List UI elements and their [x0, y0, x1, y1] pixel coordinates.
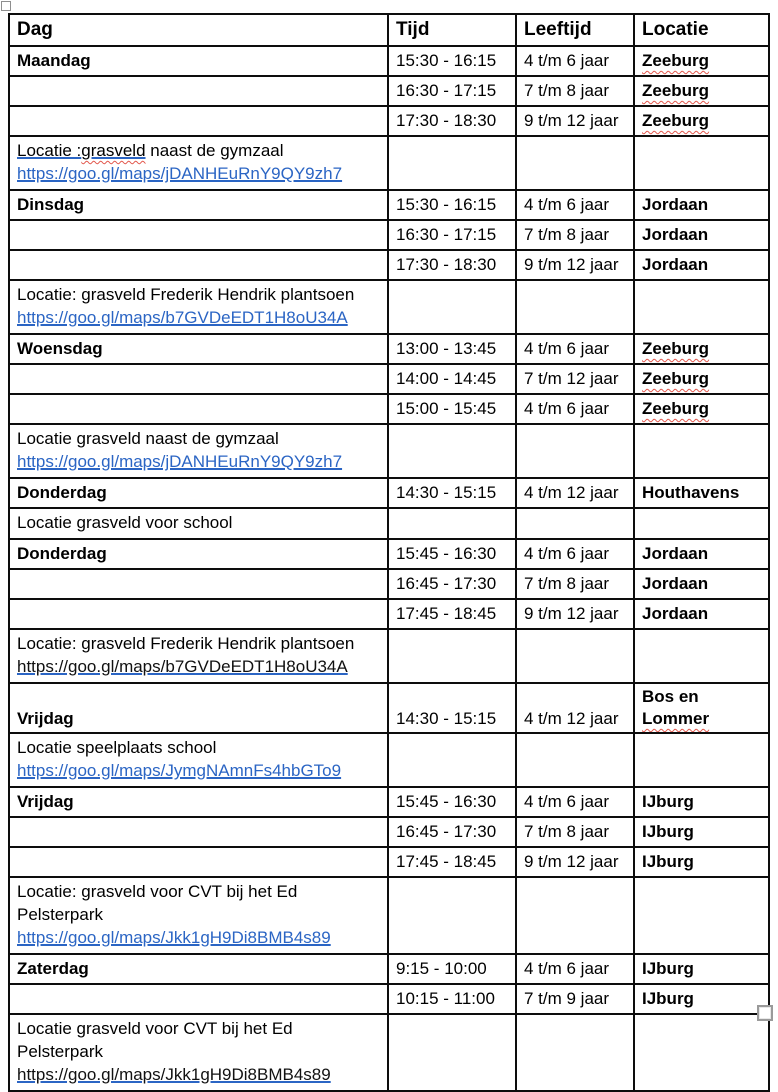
- session-row: [9, 984, 769, 1014]
- session-row: [9, 478, 769, 508]
- location-cell: [634, 478, 769, 508]
- day-cell: [9, 847, 388, 877]
- location-note-text: [17, 736, 380, 759]
- empty-cell: [516, 877, 634, 954]
- session-row: [9, 250, 769, 280]
- location-cell: [634, 220, 769, 250]
- empty-cell: [516, 508, 634, 539]
- day-cell: Maandag: [9, 46, 388, 76]
- session-row: [9, 334, 769, 364]
- location-note-cell: [9, 1014, 388, 1091]
- location-note-text: [17, 511, 380, 534]
- map-link[interactable]: https://goo.gl/maps/b7GVDeEDT1H8oU34A: [17, 308, 348, 327]
- location-note-row: [9, 629, 769, 683]
- session-row: [9, 46, 769, 76]
- day-cell: [9, 984, 388, 1014]
- empty-cell: [634, 877, 769, 954]
- day-cell: Donderdag: [9, 478, 388, 508]
- header-row: [9, 14, 769, 46]
- location-cell: [634, 817, 769, 847]
- map-link[interactable]: https://goo.gl/maps/jDANHEuRnY9QY9zh7: [17, 452, 343, 471]
- time-cell: 14:30 - 15:15: [388, 683, 516, 733]
- empty-cell: [634, 424, 769, 478]
- time-cell: 9:15 - 10:00: [388, 954, 516, 984]
- age-cell: 4 t/m 12 jaar: [516, 683, 634, 733]
- table-resize-handle[interactable]: [757, 1005, 773, 1021]
- header-dag: Dag: [9, 14, 388, 46]
- time-cell: 16:30 - 17:15: [388, 220, 516, 250]
- location-note-cell: [9, 508, 388, 539]
- location-cell: [634, 847, 769, 877]
- day-cell: Dinsdag: [9, 190, 388, 220]
- time-cell: 15:00 - 15:45: [388, 394, 516, 424]
- map-link[interactable]: https://goo.gl/maps/jDANHEuRnY9QY9zh7: [17, 164, 343, 183]
- location-cell: [634, 190, 769, 220]
- text-run: IJburg: [642, 989, 694, 1008]
- table-anchor-handle[interactable]: [1, 1, 11, 11]
- session-row: [9, 220, 769, 250]
- location-note-cell: [9, 136, 388, 190]
- location-note-row: [9, 424, 769, 478]
- misspelled-word: Zeeburg: [642, 369, 710, 388]
- location-note-cell: [9, 280, 388, 334]
- empty-cell: [388, 877, 516, 954]
- location-cell: [634, 599, 769, 629]
- time-cell: 10:15 - 11:00: [388, 984, 516, 1014]
- text-run: IJburg: [642, 792, 694, 811]
- location-note-row: [9, 136, 769, 190]
- location-cell: [634, 334, 769, 364]
- time-cell: 16:45 - 17:30: [388, 817, 516, 847]
- empty-cell: [388, 733, 516, 787]
- day-cell: Zaterdag: [9, 954, 388, 984]
- empty-cell: [516, 629, 634, 683]
- day-cell: [9, 817, 388, 847]
- misspelled-word: Zeeburg: [642, 51, 710, 70]
- text-run: Locatie grasveld voor CVT bij het Ed Pelsterpark: [17, 1019, 293, 1061]
- time-cell: 17:30 - 18:30: [388, 250, 516, 280]
- location-note-text: [17, 139, 380, 162]
- location-note-cell: [9, 877, 388, 954]
- empty-cell: [388, 629, 516, 683]
- text-run: Jordaan: [642, 544, 709, 563]
- session-row: [9, 539, 769, 569]
- empty-cell: [634, 629, 769, 683]
- location-note-row: [9, 1014, 769, 1091]
- misspelled-word: grasveld: [81, 141, 146, 160]
- session-row: [9, 683, 769, 733]
- empty-cell: [516, 280, 634, 334]
- empty-cell: [516, 424, 634, 478]
- location-note-cell: [9, 733, 388, 787]
- time-cell: 15:45 - 16:30: [388, 787, 516, 817]
- empty-cell: [516, 1014, 634, 1091]
- age-cell: 7 t/m 8 jaar: [516, 569, 634, 599]
- header-locatie: Locatie: [634, 14, 769, 46]
- misspelled-word: Zeeburg: [642, 399, 710, 418]
- time-cell: 17:45 - 18:45: [388, 847, 516, 877]
- location-cell: [634, 539, 769, 569]
- age-cell: 9 t/m 12 jaar: [516, 599, 634, 629]
- time-cell: 16:30 - 17:15: [388, 76, 516, 106]
- age-cell: 4 t/m 6 jaar: [516, 787, 634, 817]
- empty-cell: [634, 136, 769, 190]
- empty-cell: [634, 280, 769, 334]
- location-cell: [634, 250, 769, 280]
- text-run: Jordaan: [642, 195, 709, 214]
- misspelled-word: Zeeburg: [642, 339, 710, 358]
- time-cell: 14:00 - 14:45: [388, 364, 516, 394]
- age-cell: 7 t/m 12 jaar: [516, 364, 634, 394]
- map-link[interactable]: https://goo.gl/maps/Jkk1gH9Di8BMB4s89: [17, 928, 331, 947]
- map-link[interactable]: https://goo.gl/maps/Jkk1gH9Di8BMB4s89: [17, 1065, 331, 1084]
- age-cell: 4 t/m 6 jaar: [516, 334, 634, 364]
- day-cell: [9, 220, 388, 250]
- text-run: Locatie: grasveld Frederik Hendrik plantsoen: [17, 634, 355, 653]
- misspelled-word: Lommer: [642, 709, 710, 728]
- text-run: Locatie: grasveld voor CVT bij het Ed Pelsterpark: [17, 882, 298, 924]
- text-run: Jordaan: [642, 225, 709, 244]
- text-run: naast de gymzaal: [145, 141, 284, 160]
- location-note-text: [17, 632, 380, 655]
- location-cell: [634, 954, 769, 984]
- text-run: Locatie grasveld naast de gymzaal: [17, 429, 279, 448]
- time-cell: 14:30 - 15:15: [388, 478, 516, 508]
- time-cell: 17:30 - 18:30: [388, 106, 516, 136]
- day-cell: Vrijdag: [9, 683, 388, 733]
- text-run: Bos en: [642, 687, 699, 706]
- empty-cell: [388, 424, 516, 478]
- age-cell: 9 t/m 12 jaar: [516, 847, 634, 877]
- age-cell: 9 t/m 12 jaar: [516, 106, 634, 136]
- location-note-text: [17, 427, 380, 450]
- text-run: IJburg: [642, 852, 694, 871]
- day-cell: [9, 394, 388, 424]
- text-run: Locatie speelplaats school: [17, 738, 217, 757]
- empty-cell: [388, 136, 516, 190]
- age-cell: 7 t/m 9 jaar: [516, 984, 634, 1014]
- location-cell: [634, 984, 769, 1014]
- location-cell: [634, 569, 769, 599]
- day-cell: [9, 569, 388, 599]
- day-cell: [9, 250, 388, 280]
- session-row: [9, 787, 769, 817]
- map-link[interactable]: https://goo.gl/maps/b7GVDeEDT1H8oU34A: [17, 657, 348, 676]
- day-cell: Woensdag: [9, 334, 388, 364]
- location-cell: [634, 76, 769, 106]
- text-run: Jordaan: [642, 604, 709, 623]
- empty-cell: [634, 508, 769, 539]
- header-tijd: Tijd: [388, 14, 516, 46]
- session-row: [9, 190, 769, 220]
- age-cell: 9 t/m 12 jaar: [516, 250, 634, 280]
- day-cell: Donderdag: [9, 539, 388, 569]
- empty-cell: [634, 733, 769, 787]
- location-note-row: [9, 733, 769, 787]
- location-note-row: [9, 508, 769, 539]
- text-run: Locatie :: [17, 141, 82, 160]
- day-cell: Vrijdag: [9, 787, 388, 817]
- location-cell: [634, 394, 769, 424]
- session-row: [9, 817, 769, 847]
- day-cell: [9, 106, 388, 136]
- location-cell: [634, 46, 769, 76]
- location-note-row: [9, 280, 769, 334]
- session-row: [9, 954, 769, 984]
- age-cell: 4 t/m 6 jaar: [516, 190, 634, 220]
- time-cell: 15:45 - 16:30: [388, 539, 516, 569]
- location-cell: [634, 364, 769, 394]
- day-cell: [9, 599, 388, 629]
- age-cell: 4 t/m 12 jaar: [516, 478, 634, 508]
- schedule-table: [8, 13, 770, 1092]
- location-cell: [634, 106, 769, 136]
- location-cell: [634, 787, 769, 817]
- age-cell: 4 t/m 6 jaar: [516, 539, 634, 569]
- location-note-cell: [9, 424, 388, 478]
- location-note-row: [9, 877, 769, 954]
- text-run: Jordaan: [642, 574, 709, 593]
- time-cell: 17:45 - 18:45: [388, 599, 516, 629]
- text-run: IJburg: [642, 822, 694, 841]
- age-cell: 7 t/m 8 jaar: [516, 817, 634, 847]
- empty-cell: [388, 1014, 516, 1091]
- day-cell: [9, 364, 388, 394]
- time-cell: 15:30 - 16:15: [388, 190, 516, 220]
- day-cell: [9, 76, 388, 106]
- misspelled-word: Zeeburg: [642, 111, 710, 130]
- session-row: [9, 599, 769, 629]
- text-run: Jordaan: [642, 255, 709, 274]
- schedule-table-body: [9, 46, 769, 1091]
- location-note-text: [17, 283, 380, 306]
- empty-cell: [516, 136, 634, 190]
- empty-cell: [388, 280, 516, 334]
- location-note-text: [17, 880, 380, 926]
- session-row: [9, 76, 769, 106]
- time-cell: 16:45 - 17:30: [388, 569, 516, 599]
- age-cell: 7 t/m 8 jaar: [516, 220, 634, 250]
- time-cell: 15:30 - 16:15: [388, 46, 516, 76]
- empty-cell: [634, 1014, 769, 1091]
- age-cell: 4 t/m 6 jaar: [516, 394, 634, 424]
- header-leeftijd: Leeftijd: [516, 14, 634, 46]
- session-row: [9, 394, 769, 424]
- location-cell: [634, 683, 769, 733]
- location-note-cell: [9, 629, 388, 683]
- age-cell: 7 t/m 8 jaar: [516, 76, 634, 106]
- misspelled-word: Zeeburg: [642, 81, 710, 100]
- session-row: [9, 364, 769, 394]
- age-cell: 4 t/m 6 jaar: [516, 954, 634, 984]
- session-row: [9, 569, 769, 599]
- text-run: Locatie: grasveld Frederik Hendrik plantsoen: [17, 285, 355, 304]
- map-link[interactable]: https://goo.gl/maps/JymgNAmnFs4hbGTo9: [17, 761, 342, 780]
- age-cell: 4 t/m 6 jaar: [516, 46, 634, 76]
- text-run: Locatie grasveld voor school: [17, 513, 233, 532]
- text-run: Houthavens: [642, 483, 740, 502]
- session-row: [9, 106, 769, 136]
- text-run: IJburg: [642, 959, 694, 978]
- empty-cell: [516, 733, 634, 787]
- empty-cell: [388, 508, 516, 539]
- session-row: [9, 847, 769, 877]
- underlined-run: [81, 141, 145, 160]
- time-cell: 13:00 - 13:45: [388, 334, 516, 364]
